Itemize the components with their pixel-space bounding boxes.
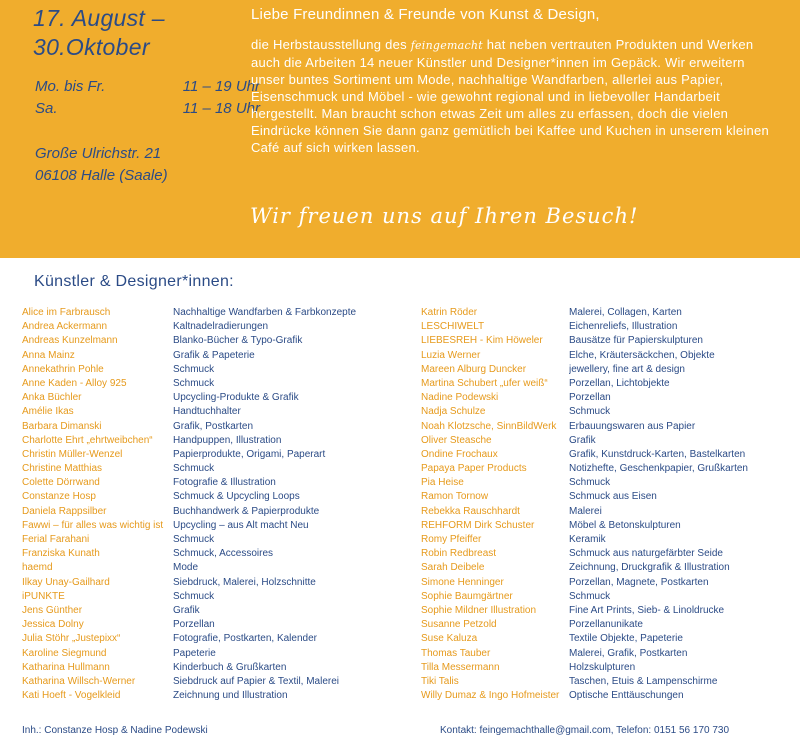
artist-name: Willy Dumaz & Ingo Hofmeister <box>421 690 560 702</box>
artist-work: Schmuck <box>173 534 215 545</box>
artist-row <box>22 320 403 334</box>
artist-name: Colette Dörrwand <box>22 477 100 489</box>
artist-row <box>421 306 794 320</box>
artist-name: Sophie Mildner Illustration <box>421 604 537 616</box>
artist-row <box>421 349 794 363</box>
artist-name: Karoline Siegmund <box>22 647 107 659</box>
artist-row <box>421 476 794 490</box>
artist-name: Pia Heise <box>421 477 464 489</box>
artist-work: Notizhefte, Geschenkpapier, Grußkarten <box>569 463 748 475</box>
artist-name: Ferial Farahani <box>22 534 90 545</box>
artist-work: Grafik, Kunstdruck-Karten, Bastelkarten <box>569 448 746 460</box>
artist-list-right <box>421 306 794 703</box>
artist-name: Fawwi – für alles was wichtig ist <box>22 519 164 531</box>
artist-name: Sophie Baumgärtner <box>421 590 513 602</box>
artist-row <box>421 533 794 547</box>
artist-name: Andrea Ackermann <box>22 321 108 333</box>
artist-name: Jens Günther <box>22 604 83 616</box>
artist-name: Nadine Podewski <box>421 392 499 404</box>
artist-name: LESCHIWELT <box>421 321 485 333</box>
artist-name: Simone Henninger <box>421 576 504 588</box>
artist-work: Fine Art Prints, Sieb- & Linoldrucke <box>569 604 725 616</box>
artist-row <box>22 604 403 618</box>
artist-row <box>421 618 794 632</box>
artist-row <box>22 661 403 675</box>
artist-work: Malerei <box>569 505 602 517</box>
artist-name: LIEBESREH - Kim Höweler <box>421 335 543 347</box>
artist-name: Barbara Dimanski <box>22 420 102 432</box>
artist-name: Andreas Kunzelmann <box>22 335 118 347</box>
artist-work: Optische Enttäuschungen <box>569 690 684 702</box>
artist-name: Martina Schubert „ufer weiß“ <box>421 377 548 389</box>
artist-work: Upcycling – aus Alt macht Neu <box>173 519 309 531</box>
artist-row <box>22 576 403 590</box>
artist-row <box>421 661 794 675</box>
artist-work: Elche, Kräutersäckchen, Objekte <box>569 349 715 361</box>
artist-work: Papeterie <box>173 647 216 659</box>
artist-row <box>22 519 403 533</box>
artist-name: Anna Mainz <box>22 349 75 361</box>
artist-work: Schmuck aus Eisen <box>569 491 657 503</box>
artist-row <box>421 647 794 661</box>
artist-name: Rebekka Rauschhardt <box>421 505 520 517</box>
address-street: Große Ulrichstr. 21 <box>35 145 162 162</box>
artist-work: Malerei, Grafik, Postkarten <box>569 647 688 659</box>
artist-work: Schmuck <box>173 590 215 602</box>
artist-row <box>22 363 403 377</box>
artist-row <box>22 490 403 504</box>
artist-work: Holzskulpturen <box>569 661 636 673</box>
artist-name: Susanne Petzold <box>421 619 497 631</box>
artist-work: Kinderbuch & Grußkarten <box>173 661 287 673</box>
artist-work: Handpuppen, Illustration <box>173 434 282 446</box>
artist-work: Grafik <box>569 434 596 446</box>
artist-row <box>421 632 794 646</box>
artist-name: Alice im Farbrausch <box>22 307 111 318</box>
artist-name: Noah Klotzsche, SinnBildWerk <box>421 420 557 432</box>
artist-name: Charlotte Ehrt „ehrtweibchen“ <box>22 434 153 446</box>
owners-footer: Inh.: Constanze Hosp & Nadine Podewski <box>22 725 208 736</box>
artist-row <box>421 462 794 476</box>
artist-row <box>22 675 403 689</box>
artist-work: Buchhandwerk & Papierprodukte <box>173 505 320 517</box>
artist-row <box>22 632 403 646</box>
artist-work: Papierprodukte, Origami, Paperart <box>173 448 326 460</box>
artist-name: Anne Kaden - Alloy 925 <box>22 377 127 389</box>
artist-name: Ilkay Unay-Gailhard <box>22 576 110 588</box>
artist-row <box>421 689 794 703</box>
artist-name: Robin Redbreast <box>421 548 497 560</box>
artist-name: Katharina Hullmann <box>22 661 110 673</box>
artist-name: haemd <box>22 562 53 574</box>
artist-work: Schmuck, Accessoires <box>173 548 274 560</box>
artist-work: Blanko-Bücher & Typo-Grafik <box>173 335 303 347</box>
artist-row <box>421 391 794 405</box>
intro-text <box>251 36 771 156</box>
artist-work: Taschen, Etuis & Lampenschirme <box>569 675 718 687</box>
artist-row <box>22 618 403 632</box>
artist-work: Schmuck <box>173 463 215 475</box>
section-title: Künstler & Designer*innen: <box>34 273 234 290</box>
artist-name: Luzia Werner <box>421 349 481 361</box>
artist-work: Bausätze für Papierskulpturen <box>569 335 703 347</box>
artist-row <box>22 448 403 462</box>
address <box>35 143 168 187</box>
artist-row <box>22 434 403 448</box>
artist-name: Mareen Alburg Duncker <box>421 363 527 375</box>
artist-work: Porzellan <box>569 392 611 404</box>
artist-name: Annekathrin Pohle <box>22 363 104 375</box>
artist-work: Mode <box>173 562 199 574</box>
artist-row <box>22 505 403 519</box>
artist-work: Porzellan <box>173 619 215 631</box>
artist-row <box>421 576 794 590</box>
artist-row <box>22 533 403 547</box>
artist-work: Erbauungswaren aus Papier <box>569 420 696 432</box>
artist-work: Grafik <box>173 604 200 616</box>
date-start: 17. August – <box>33 5 165 31</box>
artist-name: Franziska Kunath <box>22 548 100 560</box>
artist-name: Constanze Hosp <box>22 491 96 503</box>
artist-work: Zeichnung und Illustration <box>173 690 288 702</box>
artist-work: Porzellan, Lichtobjekte <box>569 377 670 389</box>
artist-work: Fotografie & Illustration <box>173 477 276 489</box>
artist-row <box>421 420 794 434</box>
hours-day: Sa. <box>35 100 58 117</box>
artist-work: Kaltnadelradierungen <box>173 321 269 333</box>
hours-day: Mo. bis Fr. <box>35 78 106 95</box>
artist-work: Malerei, Collagen, Karten <box>569 307 682 318</box>
artist-row <box>22 377 403 391</box>
artist-row <box>421 590 794 604</box>
header-banner <box>0 0 800 258</box>
artist-work: Schmuck aus naturgefärbter Seide <box>569 548 723 560</box>
artist-row <box>22 647 403 661</box>
brand-name: feingemacht <box>410 39 483 52</box>
artist-work: Handtuchhalter <box>173 406 241 418</box>
artist-name: Daniela Rappsilber <box>22 505 107 517</box>
artist-row <box>421 505 794 519</box>
artist-row <box>421 561 794 575</box>
intro-before: die Herbstausstellung des <box>251 37 407 52</box>
artist-name: REHFORM Dirk Schuster <box>421 519 535 531</box>
artist-work: Möbel & Betonskulpturen <box>569 519 681 531</box>
artist-row <box>22 349 403 363</box>
artist-work: Schmuck <box>569 477 611 489</box>
artist-work: Porzellanunikate <box>569 619 643 631</box>
artist-row <box>421 334 794 348</box>
contact-footer: Kontakt: feingemachthalle@gmail.com, Telefon: 0151 56 170 730 <box>440 725 730 736</box>
artist-name: Ondine Frochaux <box>421 448 498 460</box>
artist-row <box>22 476 403 490</box>
artist-row <box>421 434 794 448</box>
artist-row <box>22 689 403 703</box>
artist-row <box>421 675 794 689</box>
artist-row <box>421 490 794 504</box>
artist-name: Anka Büchler <box>22 392 82 404</box>
artist-name: Katrin Röder <box>421 307 478 318</box>
artist-name: Sarah Deibele <box>421 562 485 574</box>
artist-name: Oliver Steasche <box>421 434 492 446</box>
exhibition-dates <box>33 4 165 62</box>
artist-name: Christine Matthias <box>22 463 103 475</box>
artist-work: Siebdruck, Malerei, Holzschnitte <box>173 576 316 588</box>
artist-work: Schmuck <box>569 590 611 602</box>
artist-work: Schmuck & Upcycling Loops <box>173 491 300 503</box>
artist-work: Zeichnung, Druckgrafik & Illustration <box>569 562 730 574</box>
artist-work: Grafik, Postkarten <box>173 420 254 432</box>
artist-name: Amélie Ikas <box>22 406 74 418</box>
artist-name: Tiki Talis <box>421 675 459 687</box>
welcome-slogan: Wir freuen uns auf Ihren Besuch! <box>250 204 639 228</box>
artist-work: jewellery, fine art & design <box>569 363 685 375</box>
artist-name: Nadja Schulze <box>421 406 486 418</box>
artist-name: Romy Pfeiffer <box>421 534 482 545</box>
artist-work: Eichenreliefs, Illustration <box>569 321 678 333</box>
artist-row <box>421 547 794 561</box>
artist-row <box>421 519 794 533</box>
artist-row <box>22 306 403 320</box>
artist-name: Suse Kaluza <box>421 633 478 645</box>
hours-row <box>35 98 260 120</box>
artist-name: Katharina Willsch-Werner <box>22 675 136 687</box>
artist-work: Fotografie, Postkarten, Kalender <box>173 633 317 645</box>
artist-row <box>421 363 794 377</box>
artist-row <box>22 334 403 348</box>
artist-work: Upcycling-Produkte & Grafik <box>173 392 299 404</box>
artist-row <box>22 547 403 561</box>
artist-name: Tilla Messermann <box>421 661 500 673</box>
artist-row <box>22 420 403 434</box>
artist-list-left <box>22 306 403 703</box>
intro-after: hat neben vertrauten Produkten und Werken auch die Arbeiten 14 neuer Künstler und Designer*innen im Gepäck. Wir erweitern unser buntes Sortiment um Mode, nachhaltige Wandfarben, allerlei aus Papier, Eisenschmuck und Möbel - wie gewohnt regional und in liebevoller Handarbeit hergestellt. Man braucht schon etwas Zeit um alles zu erfassen, doch die vielen Eindrücke können Sie dann ganz gemütlich bei Kaffee und Kuchen in unserem kleinen Café auf sich wirken lassen. <box>251 37 769 155</box>
artist-name: iPUNKTE <box>22 590 65 602</box>
artist-work: Schmuck <box>173 363 215 375</box>
artist-row <box>421 320 794 334</box>
artist-row <box>22 405 403 419</box>
artist-name: Christin Müller-Wenzel <box>22 448 123 460</box>
artist-row <box>421 377 794 391</box>
date-end: 30.Oktober <box>33 34 150 60</box>
artist-name: Ramon Tornow <box>421 491 489 503</box>
artist-work: Siebdruck auf Papier & Textil, Malerei <box>173 675 340 687</box>
artist-name: Julia Stöhr „Justepixx“ <box>22 633 121 645</box>
hours-time: 11 – 19 Uhr <box>182 78 260 95</box>
opening-hours <box>35 76 260 120</box>
artist-work: Schmuck <box>173 377 215 389</box>
artist-work: Schmuck <box>569 406 611 418</box>
artist-row <box>421 604 794 618</box>
hours-row <box>35 76 260 98</box>
artist-row <box>421 448 794 462</box>
hours-time: 11 – 18 Uhr <box>182 100 260 117</box>
artist-row <box>22 561 403 575</box>
artist-work: Grafik & Papeterie <box>173 349 255 361</box>
artist-name: Kati Hoeft - Vogelkleid <box>22 690 121 702</box>
artist-row <box>22 590 403 604</box>
artist-name: Papaya Paper Products <box>421 463 527 475</box>
artist-row <box>22 391 403 405</box>
address-city: 06108 Halle (Saale) <box>35 167 168 184</box>
greeting: Liebe Freundinnen & Freunde von Kunst & Design, <box>251 6 600 23</box>
artist-name: Thomas Tauber <box>421 647 491 659</box>
artist-work: Keramik <box>569 534 606 545</box>
artist-row <box>22 462 403 476</box>
artist-name: Jessica Dolny <box>22 619 84 631</box>
artist-row <box>421 405 794 419</box>
artist-work: Porzellan, Magnete, Postkarten <box>569 576 709 588</box>
artist-work: Nachhaltige Wandfarben & Farbkonzepte <box>173 307 357 318</box>
artist-work: Textile Objekte, Papeterie <box>569 633 683 645</box>
